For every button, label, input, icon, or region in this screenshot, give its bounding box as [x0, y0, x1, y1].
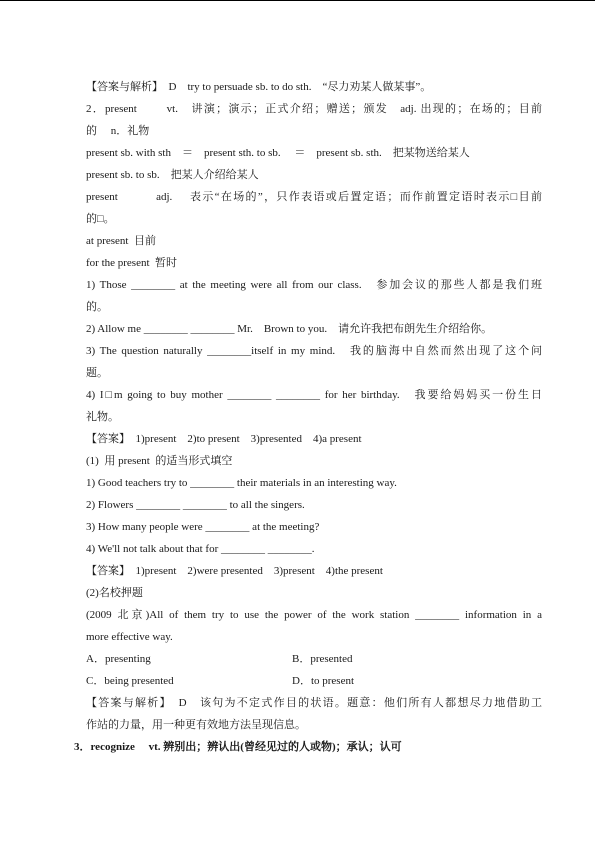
text-line: 【答案与解析】 D try to persuade sb. to do sth. “尽力劝某人做某事”。 [86, 81, 432, 93]
text-line: present adj. 表示“在场的”，只作表语或后置定语；而作前置定语时表示□目前 [86, 191, 542, 203]
text-line: (2)名校押题 [86, 587, 143, 599]
text-line: (1) 用 present 的适当形式填空 [86, 455, 233, 467]
option-row [86, 670, 542, 692]
text-line: 4) We'll not talk about that for ________ ________. [86, 543, 315, 555]
text-line: at present 目前 [86, 235, 156, 247]
text-line: 的。 [86, 301, 108, 313]
text-line: 1) Those ________ at the meeting were all from our class. 参加会议的那些人都是我们班 [86, 279, 542, 291]
text-line: more effective way. [86, 631, 173, 643]
document-body [74, 76, 542, 758]
answer-line: 【答案与解析】 D 该句为不定式作目的状语。题意：他们所有人都想尽力地借助工 [86, 697, 542, 709]
text-line: 的 n．礼物 [86, 125, 150, 137]
text-line: 1) Good teachers try to ________ their materials in an interesting way. [86, 477, 397, 489]
page-top-rule [0, 0, 595, 1]
section-heading: 3．recognize vt. 辨别出；辨认出(曾经见过的人或物)；承认；认可 [74, 741, 402, 753]
text-line: (2009 北京)All of them try to use the power of the work station ________ information in a [86, 609, 542, 621]
option-d: D．to present [292, 675, 355, 687]
option-a: A．presenting [86, 653, 151, 665]
text-line: for the present 暂时 [86, 257, 178, 269]
text-line: 的□。 [86, 213, 115, 225]
text-line: 3) The question naturally ________itself in my mind. 我的脑海中自然而然出现了这个问 [86, 345, 542, 357]
answer-line: 【答案】 1)present 2)to present 3)presented 4)a present [86, 433, 362, 445]
option-row [86, 648, 542, 670]
text-line: 2) Allow me ________ ________ Mr. Brown to you. 请允许我把布朗先生介绍给你。 [86, 323, 493, 335]
text-line: 题。 [86, 367, 108, 379]
text-line: 作站的力量，用一种更有效地方法呈现信息。 [86, 719, 306, 731]
text-line: present sb. with sth ＝ present sth. to sb. ＝ present sb. sth. 把某物送给某人 [86, 147, 470, 159]
answer-line: 【答案】 1)present 2)were presented 3)present 4)the present [86, 565, 383, 577]
option-c: C．being presented [86, 675, 174, 687]
text-line: 礼物。 [86, 411, 119, 423]
text-line: 2) Flowers ________ ________ to all the singers. [86, 499, 305, 511]
text-line: present sb. to sb. 把某人介绍给某人 [86, 169, 259, 181]
option-b: B．presented [292, 653, 353, 665]
text-line: 4) I□m going to buy mother ________ ________ for her birthday. 我要给妈妈买一份生日 [86, 389, 542, 401]
text-line: 3) How many people were ________ at the meeting? [86, 521, 320, 533]
text-line: 2．present vt. 讲演；演示；正式介绍；赠送；颁发 adj. 出现的；在场的；目前 [86, 103, 542, 115]
